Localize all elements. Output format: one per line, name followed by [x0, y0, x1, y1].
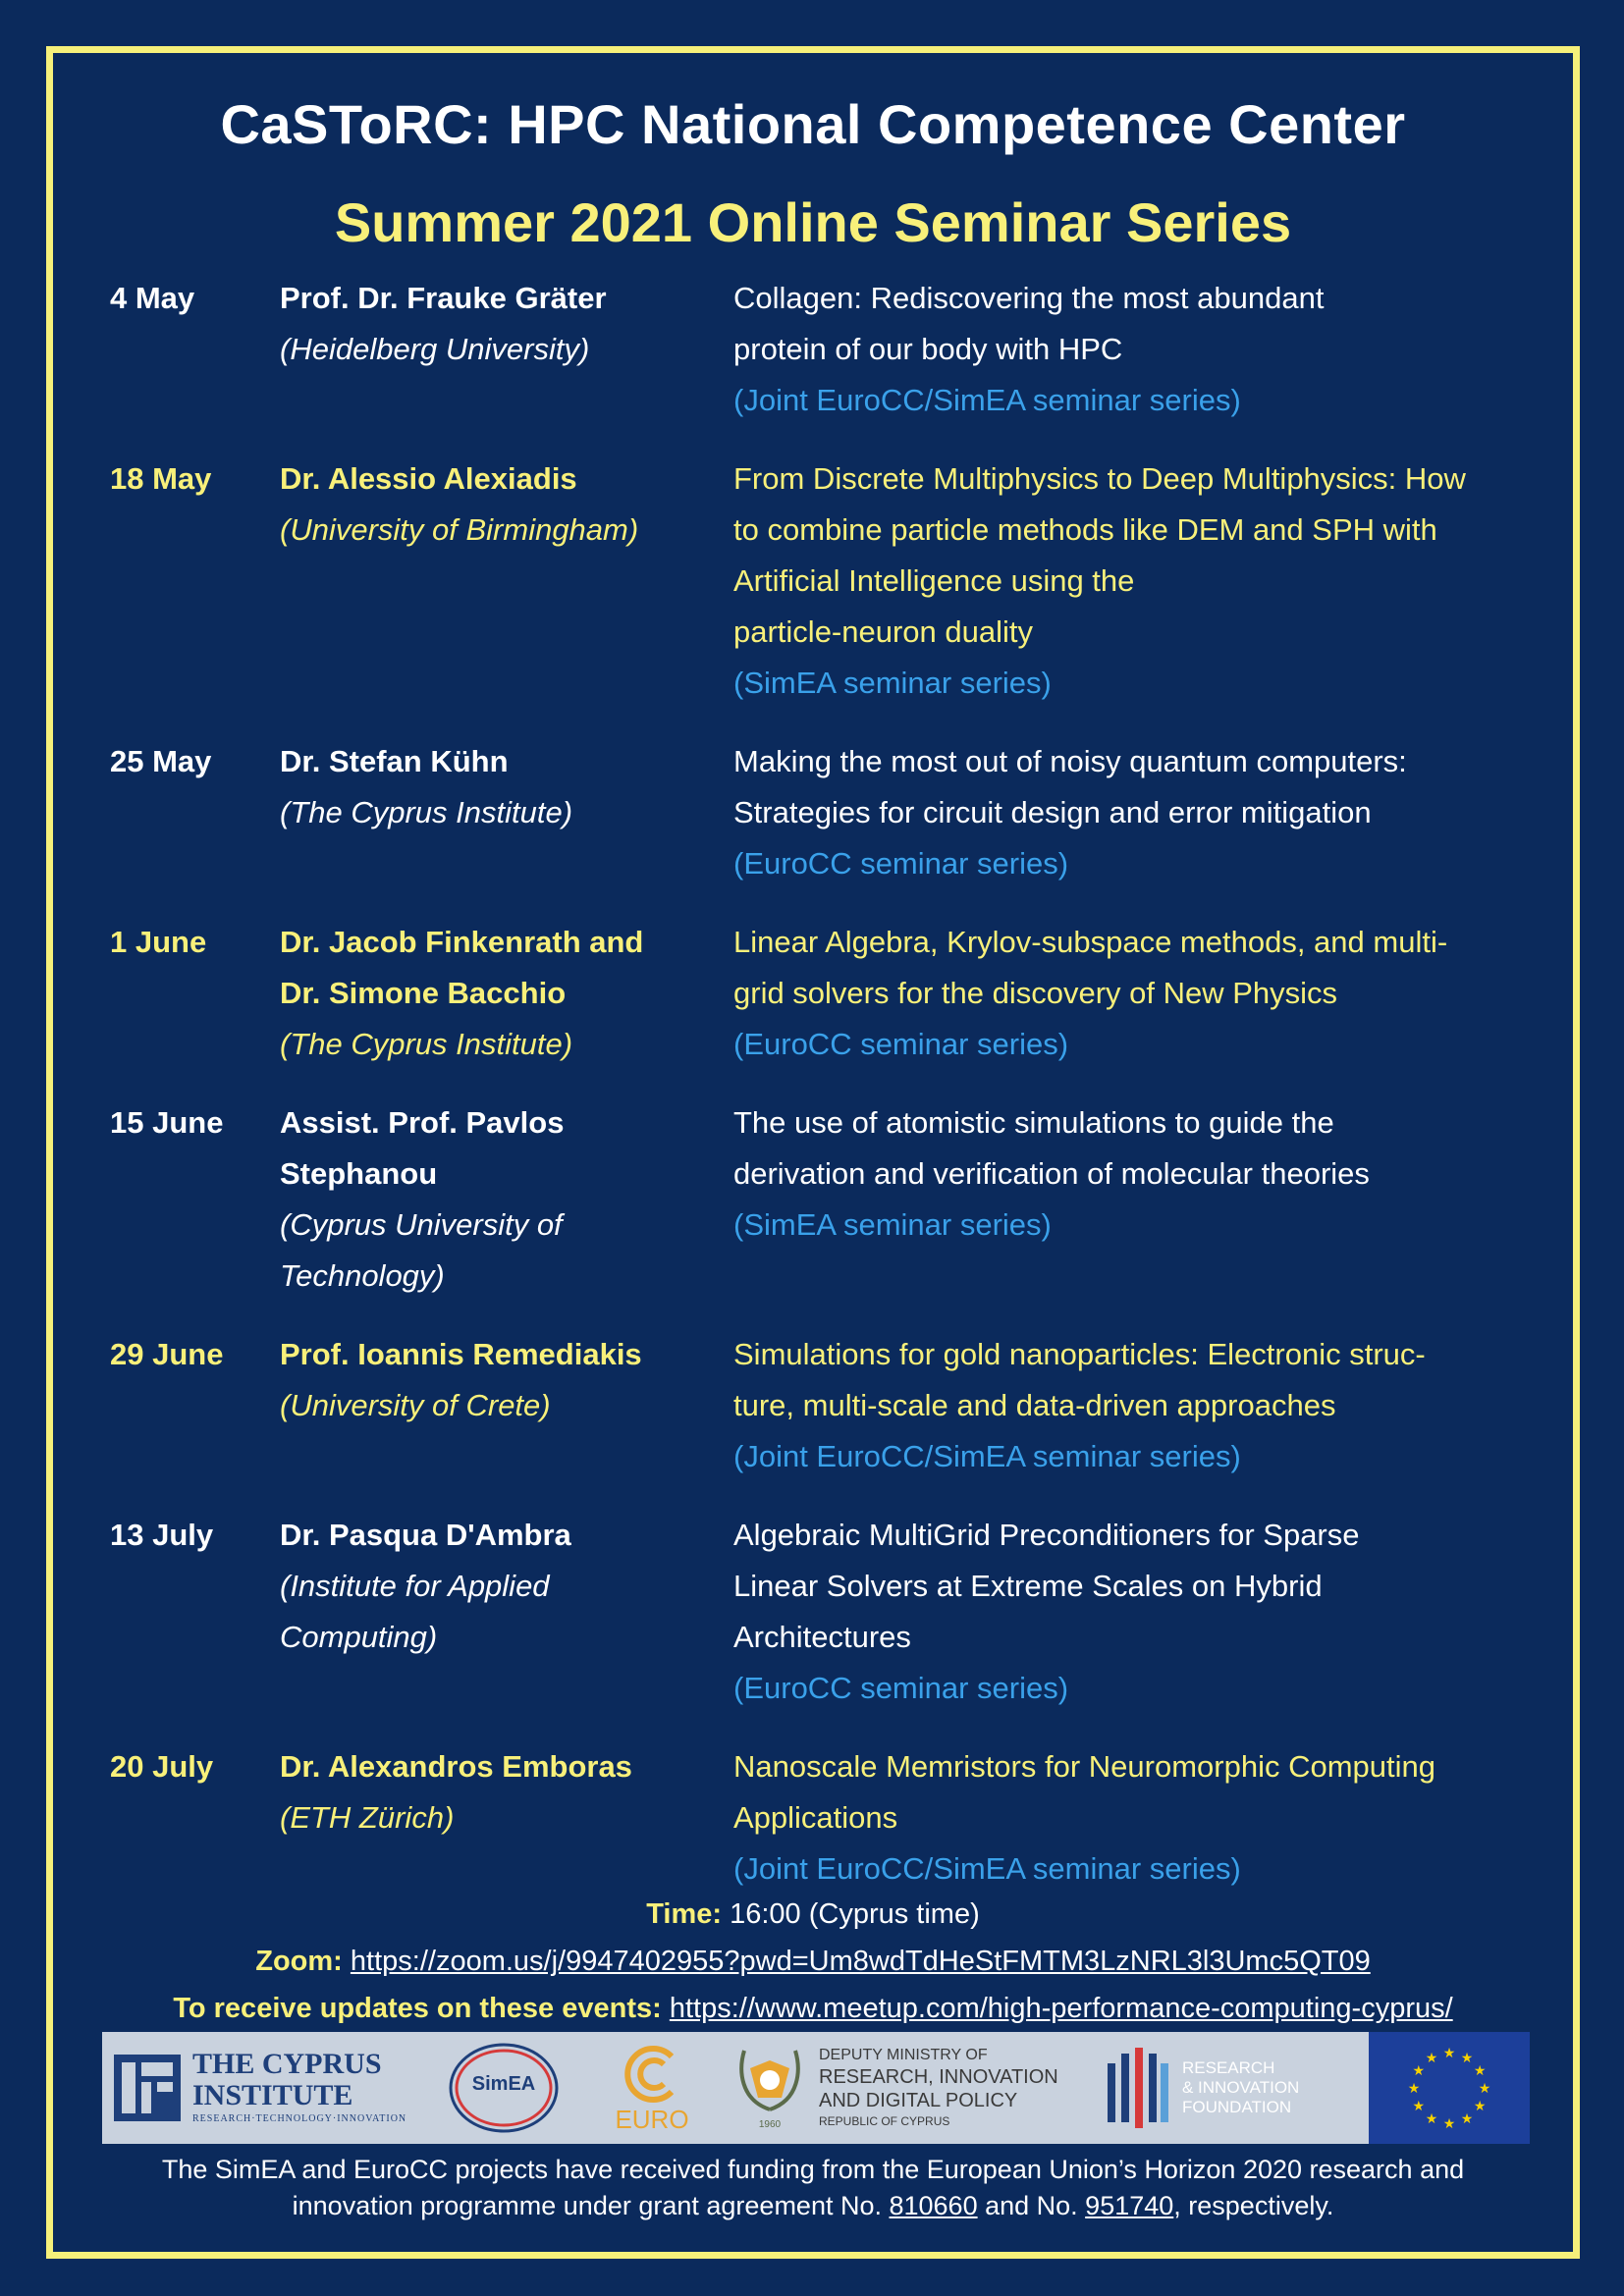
topic-line: Nanoscale Memristors for Neuromorphic Computing	[733, 1749, 1435, 1784]
cyprus-institute-emblem-icon	[112, 2053, 183, 2123]
seminar-topic	[733, 1741, 1548, 1895]
speaker-name: Assist. Prof. Pavlos	[280, 1105, 565, 1140]
rif-bars-icon	[1104, 2044, 1172, 2132]
eurocc-label: EURO	[615, 2105, 689, 2134]
speaker-affiliation: Technology)	[280, 1258, 445, 1293]
ministry-line2: RESEARCH, INNOVATION	[819, 2066, 1058, 2088]
seminar-row	[53, 273, 1573, 426]
speaker-affiliation: (The Cyprus Institute)	[280, 1027, 573, 1061]
cyi-tagline: RESEARCH·TECHNOLOGY·INNOVATION	[192, 2113, 407, 2124]
ministry-line4: REPUBLIC OF CYPRUS	[819, 2114, 950, 2128]
speaker-name: Dr. Alexandros Emboras	[280, 1749, 632, 1784]
speaker-affiliation: (Institute for Applied	[280, 1569, 550, 1603]
ministry-line3: AND DIGITAL POLICY	[819, 2090, 1018, 2111]
seminar-series: (Joint EuroCC/SimEA seminar series)	[733, 1439, 1241, 1473]
funding-line2-mid: and No.	[977, 2191, 1086, 2220]
speaker-affiliation: (University of Birmingham)	[280, 512, 639, 547]
topic-line: Artificial Intelligence using the	[733, 563, 1135, 598]
eu-flag	[1369, 2032, 1530, 2144]
seminar-speaker	[280, 736, 712, 838]
speaker-affiliation: (The Cyprus Institute)	[280, 795, 573, 829]
grant-number-eurocc: 951740	[1085, 2191, 1174, 2220]
seminar-series: (SimEA seminar series)	[733, 1207, 1052, 1242]
eu-star-icon: ★	[1478, 2080, 1491, 2096]
topic-line: ture, multi-scale and data-driven approaches	[733, 1388, 1336, 1422]
speaker-affiliation: (University of Crete)	[280, 1388, 551, 1422]
grant-number-simea: 810660	[889, 2191, 978, 2220]
funding-line1: The SimEA and EuroCC projects have received funding from the European Union’s Horizon 2020 research and	[161, 2155, 1465, 2184]
topic-line: From Discrete Multiphysics to Deep Multiphysics: How	[733, 461, 1466, 496]
meetup-link[interactable]: https://www.meetup.com/high-performance-computing-cyprus/	[669, 1993, 1453, 2024]
seminar-date: 20 July	[110, 1749, 214, 1784]
topic-line: particle-neuron duality	[733, 614, 1034, 649]
eu-star-icon: ★	[1412, 2062, 1426, 2078]
poster-frame	[46, 46, 1580, 2259]
rif-line2: & INNOVATION	[1182, 2078, 1300, 2097]
seminar-topic	[733, 273, 1548, 426]
eu-star-icon: ★	[1473, 2062, 1487, 2078]
eu-stars-icon	[1369, 2032, 1530, 2144]
seminar-row	[53, 736, 1573, 889]
seminar-speaker	[280, 1329, 712, 1431]
rif-line3: FOUNDATION	[1182, 2098, 1292, 2116]
seminar-topic	[733, 1510, 1548, 1714]
seminar-date: 1 June	[110, 925, 207, 959]
speaker-affiliation: (Cyprus University of	[280, 1207, 563, 1242]
poster-title: CaSToRC: HPC National Competence Center	[220, 93, 1406, 155]
time-label: Time:	[646, 1898, 723, 1930]
eu-star-icon: ★	[1460, 2110, 1474, 2127]
seminar-date: 29 June	[110, 1337, 224, 1371]
eu-star-icon: ★	[1473, 2098, 1487, 2113]
eu-star-icon: ★	[1442, 2045, 1456, 2060]
topic-line: Applications	[733, 1800, 898, 1835]
seminar-series: (EuroCC seminar series)	[733, 846, 1069, 881]
updates-label: To receive updates on these events:	[173, 1993, 662, 2024]
cyi-line1: THE CYPRUS	[192, 2048, 382, 2080]
seminar-topic	[733, 1329, 1548, 1482]
seminar-topic	[733, 736, 1548, 889]
eu-star-icon: ★	[1442, 2115, 1456, 2131]
seminar-topic	[733, 454, 1548, 709]
speaker-affiliation: (Heidelberg University)	[280, 332, 590, 366]
speaker-name: Dr. Stefan Kühn	[280, 744, 509, 778]
topic-line: derivation and verification of molecular theories	[733, 1156, 1370, 1191]
eu-star-icon: ★	[1412, 2098, 1426, 2113]
topic-line: Linear Solvers at Extreme Scales on Hybrid	[733, 1569, 1323, 1603]
topic-line: Collagen: Rediscovering the most abundant	[733, 281, 1325, 315]
topic-line: Architectures	[733, 1620, 911, 1654]
speaker-name: Prof. Dr. Frauke Gräter	[280, 281, 607, 315]
seminar-series: (Joint EuroCC/SimEA seminar series)	[733, 1851, 1241, 1886]
cyprus-institute-logo	[112, 2032, 416, 2144]
eurocc-c-icon	[621, 2043, 683, 2106]
rif-line1: RESEARCH	[1182, 2058, 1275, 2077]
poster-subtitle: Summer 2021 Online Seminar Series	[334, 191, 1292, 253]
simea-label: SimEA	[471, 2073, 536, 2095]
seminar-speaker	[280, 1097, 712, 1302]
svg-text:1960: 1960	[758, 2119, 782, 2130]
topic-line: to combine particle methods like DEM and SPH with	[733, 512, 1437, 547]
eu-star-icon: ★	[1407, 2080, 1421, 2096]
seminar-row	[53, 917, 1573, 1070]
speaker-affiliation: (ETH Zürich)	[280, 1800, 455, 1835]
seminar-speaker	[280, 1741, 712, 1843]
seminar-date: 13 July	[110, 1518, 214, 1552]
seminar-date: 18 May	[110, 461, 212, 496]
seminar-speaker	[280, 1510, 712, 1663]
eu-star-icon: ★	[1460, 2049, 1474, 2065]
time-value: 16:00 (Cyprus time)	[730, 1898, 980, 1930]
seminar-date: 15 June	[110, 1105, 224, 1140]
speaker-affiliation: Computing)	[280, 1620, 438, 1654]
seminar-row	[53, 1329, 1573, 1482]
seminar-series: (SimEA seminar series)	[733, 666, 1052, 700]
seminar-topic	[733, 1097, 1548, 1251]
topic-line: grid solvers for the discovery of New Physics	[733, 976, 1338, 1010]
speaker-name: Dr. Pasqua D'Ambra	[280, 1518, 571, 1552]
topic-line: Algebraic MultiGrid Preconditioners for Sparse	[733, 1518, 1360, 1552]
eurocc-logo	[603, 2032, 701, 2144]
topic-line: Making the most out of noisy quantum computers:	[733, 744, 1407, 778]
seminar-series: (Joint EuroCC/SimEA seminar series)	[733, 383, 1241, 417]
funding-line2-post: , respectively.	[1173, 2191, 1334, 2220]
cyi-line2: INSTITUTE	[192, 2079, 353, 2111]
seminar-speaker	[280, 273, 712, 375]
speaker-name: Dr. Jacob Finkenrath and	[280, 925, 644, 959]
seminar-speaker	[280, 917, 712, 1070]
logo-strip	[102, 2032, 1530, 2144]
seminar-row	[53, 1510, 1573, 1714]
topic-line: Strategies for circuit design and error mitigation	[733, 795, 1372, 829]
speaker-name: Dr. Alessio Alexiadis	[280, 461, 577, 496]
seminar-date: 25 May	[110, 744, 212, 778]
eu-star-icon: ★	[1425, 2049, 1438, 2065]
seminar-speaker	[280, 454, 712, 556]
zoom-label: Zoom:	[255, 1946, 343, 1977]
funding-line2-pre: innovation programme under grant agreement No.	[292, 2191, 890, 2220]
zoom-line	[53, 1940, 1573, 1983]
speaker-name: Stephanou	[280, 1156, 438, 1191]
seminar-series: (EuroCC seminar series)	[733, 1671, 1069, 1705]
rif-logo	[1104, 2032, 1320, 2144]
simea-logo	[446, 2032, 573, 2144]
cyprus-coat-of-arms-icon	[731, 2041, 809, 2135]
ministry-line1: DEPUTY MINISTRY OF	[819, 2047, 988, 2063]
eu-star-icon: ★	[1425, 2110, 1438, 2127]
funding-statement	[53, 2152, 1573, 2224]
seminar-topic	[733, 917, 1548, 1070]
speaker-name: Dr. Simone Bacchio	[280, 976, 567, 1010]
seminar-row	[53, 454, 1573, 709]
time-line	[53, 1893, 1573, 1936]
seminar-series: (EuroCC seminar series)	[733, 1027, 1069, 1061]
zoom-link[interactable]: https://zoom.us/j/9947402955?pwd=Um8wdTdHeStFMTM3LzNRL3l3Umc5QT09	[350, 1946, 1371, 1977]
ministry-logo	[731, 2032, 1064, 2144]
funding-line2	[53, 2188, 1573, 2224]
topic-line: Simulations for gold nanoparticles: Electronic struc-	[733, 1337, 1426, 1371]
seminar-row	[53, 1741, 1573, 1895]
topic-line: The use of atomistic simulations to guide the	[733, 1105, 1334, 1140]
speaker-name: Prof. Ioannis Remediakis	[280, 1337, 642, 1371]
topic-line: protein of our body with HPC	[733, 332, 1123, 366]
seminar-date: 4 May	[110, 281, 195, 315]
seminar-row	[53, 1097, 1573, 1302]
topic-line: Linear Algebra, Krylov-subspace methods, and multi-	[733, 925, 1448, 959]
updates-line	[53, 1987, 1573, 2030]
